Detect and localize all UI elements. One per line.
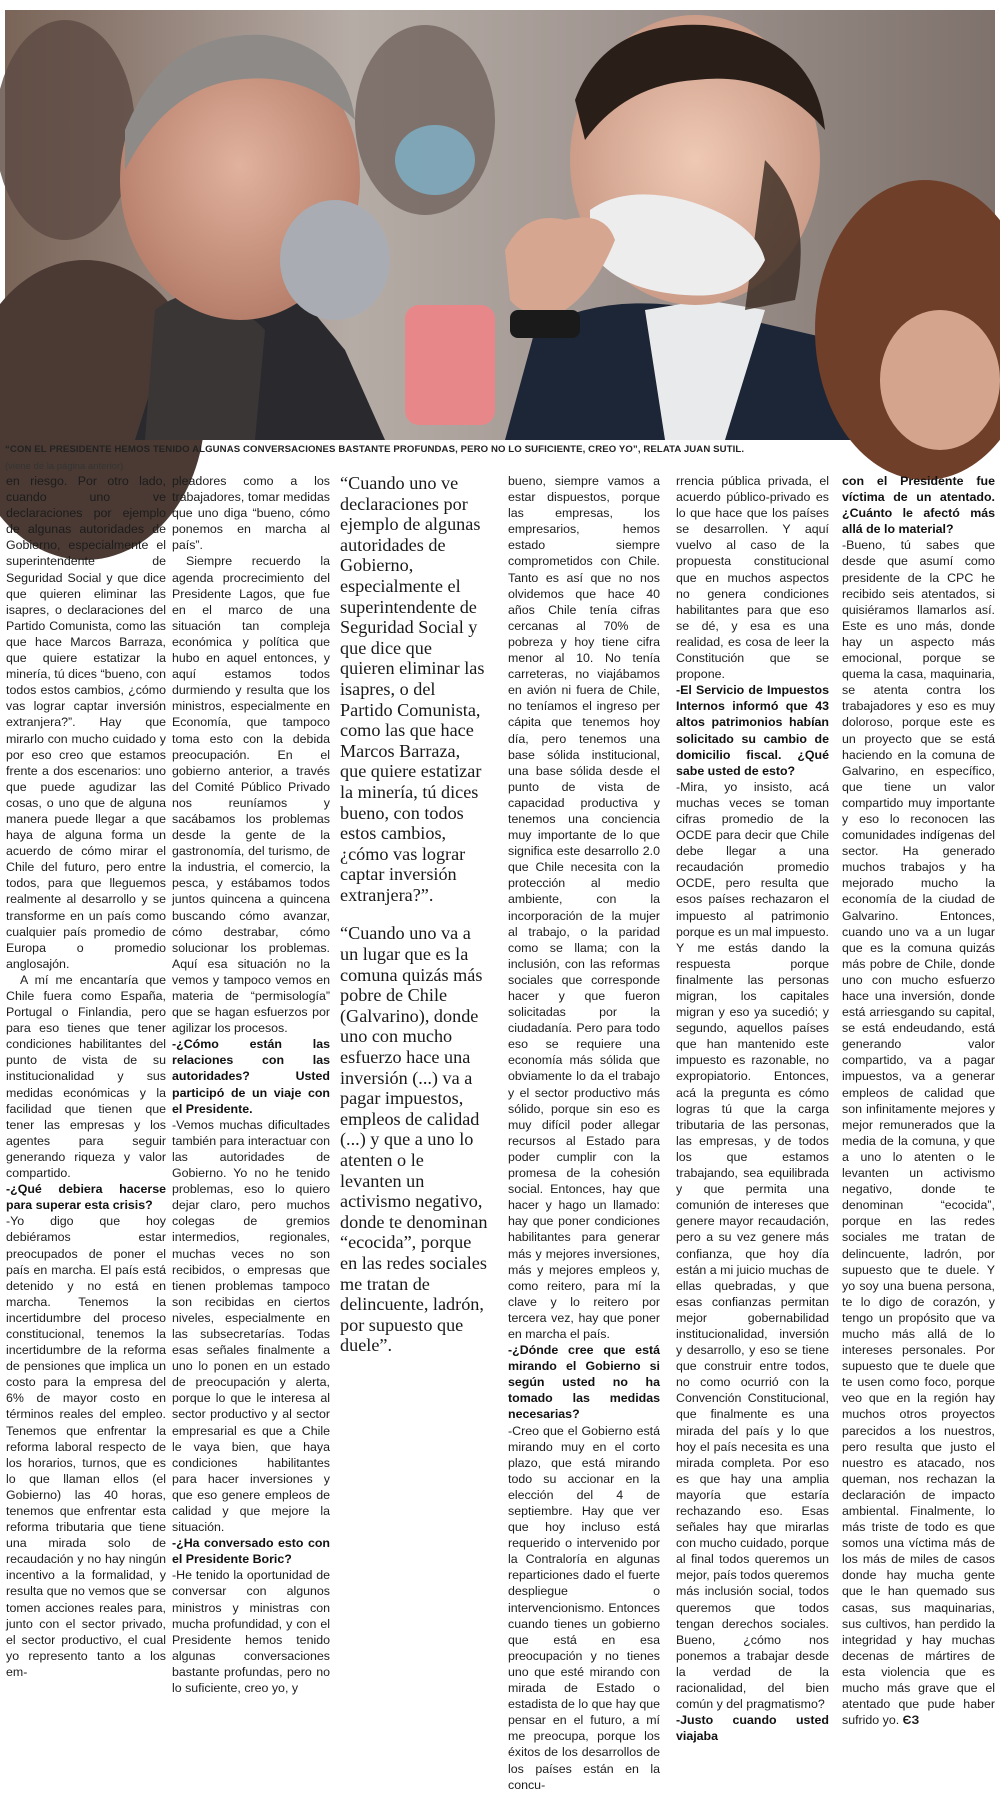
continued-from-previous-page: (viene de la página anterior) [5,461,124,472]
article-column-6 [842,473,995,1728]
article-column-5 [676,473,829,1744]
blurred-mask [395,125,475,195]
interview-question: -¿Ha conversado esto con el Presidente Boric? [172,1536,330,1567]
left-man-mask [280,200,390,320]
photo-caption: “CON EL PRESIDENTE HEMOS TENIDO ALGUNAS CONVERSACIONES BASTANTE PROFUNDAS, PERO NO LO SUFICIENTE, CREO YO”, RELATA JUAN SUTIL. [5,444,745,455]
interview-question: -El Servicio de Impuestos Internos informó que 43 altos patrimonios habían solicitado su cambio de domicilio fiscal. ¿Qué sabe usted de esto? [676,683,829,778]
article-column-1 [6,473,166,1679]
watch-shape [510,310,580,338]
paragraph: rrencia pública privada, el acuerdo público-privado es lo que hace que los países se desarrollen. Y aquí vuelvo al caso de la propuesta constitucional que en muchos aspectos no genera condiciones habilitantes para que eso se dé, y esa es una realidad, es cosa de leer la Constitución que se propone. [676,474,829,682]
paragraph: pleadores como a los trabajadores, tomar medidas que uno diga “bueno, cómo ponemos en marcha al país”. [172,474,330,553]
paragraph: Siempre recuerdo la agenda procrecimiento del Presidente Lagos, que fue en el marco de una situación tan compleja económica y política que hubo en aquel entonces, y aquí estamos todos durmiendo y resulta que los ministros, especialmente en Economía, que tampoco toma esto con la debida preocupación. En el gobierno anterior, a través del Comité Público Privado nos reuníamos y sacábamos los problemas desde la gente de la gastronomía, del turismo, de la industria, el comercio, la pesca, y estábamos todos juntos quincena a quincena buscando cómo avanzar, cómo destrabar, cómo solucionar los problemas. Aquí esa situación no la vemos y tampoco vemos en materia de “permisología” que se hagan esfuerzos por agilizar los procesos. [172,554,330,1036]
end-of-article-mark: ЄЗ [902,1713,920,1728]
paragraph: -Yo digo que hoy debiéramos estar preocupados de poner el país en marcha. El país está detenido y no está en marcha. Tenemos la incertidumbre del proceso constitucional, tenemos la incertidumbre de la reforma de pensiones que implica un costo para la empresa del 6% de mayor costo en términos reales del empleo. Tenemos que enfrentar la reforma laboral respecto de los horarios, turnos, que es lo que llaman ellos (el Gobierno) las 40 horas, tenemos que enfrentar esta reforma tributaria que tiene una mirada solo de recaudación y no hay ningún incentivo a la formalidad, y resulta que no vemos que se tomen acciones reales para, junto con el sector privado, el sector productivo, el cual yo represento tanto a los em- [6,1214,166,1679]
interview-question: -Justo cuando usted viajaba [676,1713,829,1744]
paragraph [842,537,995,1728]
paragraph: bueno, siempre vamos a estar dispuestos, porque las empresas, los empresarios, hemos estado siempre comprometidos con Chile. Tanto es así que no nos olvidemos que hace 40 años Chile tenía cifras cercanas al 70% de pobreza y hoy tiene cifra menor al 10. No tenía carreteras, no viajábamos en avión ni fuera de Chile, no teníamos el ingreso per cápita que tenemos hoy día, pero tenemos una base sólida institucional, una base sólida desde el punto de vista de capacidad productiva y tenemos una conciencia muy importante de lo que significa este desarrollo 2.0 que Chile necesita con la protección al medio ambiente, con la incorporación de la mujer al trabajo, o la paridad como se llama; con la inclusión, con las reformas sociales que corresponde hacer y que fueron solicitadas por la ciudadanía. Pero para todo eso se requiere una economía más sólida que obviamente lo da el trabajo y el sector productivo más sólido, porque sin eso es muy difícil poder allegar recursos al Estado para poder cumplir con la promesa de la cohesión social. Entonces, hay que hacer y hago un llamado: hay que poner condiciones habilitantes para generar más y mejores inversiones, más y mejores empleos y, como reitero, para mí la clave y lo reitero por tercera vez, hay que poner en marcha el país. [508,474,660,1341]
paragraph: A mí me encantaría que Chile fuera como España, Portugal o Finlandia, pero para eso tienes que tener condiciones habilitantes del punto de vista de su institucionalidad y sus medidas económicas y la facilidad que tienen que tener las empresas y los agentes para seguir generando riqueza y valor compartido. [6,972,166,1181]
interview-question: -¿Qué debiera hacerse para superar esta crisis? [6,1182,166,1213]
paragraph: -Vemos muchas dificultades también para interactuar con las autoridades de Gobierno. Yo no he tenido problemas, eso lo quiero dejar claro, pero muchos colegas de gremios intermedios, regionales, muchas veces no son recibidos, o empresas que tienen problemas tampoco son recibidas en ciertos niveles, especialmente en las subsecretarías. Todas esas señales finalmente a uno lo ponen en un estado de preocupación y alerta, porque lo que le interesa al sector productivo y al sector empresarial es que a Chile le vaya bien, que haya condiciones habilitantes para hacer inversiones y que eso genere empleos de calidad y que mejore la situación. [172,1117,330,1535]
pull-quote: “Cuando uno ve declaraciones por ejemplo de algunas autoridades de Gobierno, especialmente el superintendente de Seguridad Social y que dice que quieren eliminar las isapres, o del Partido Comunista, como las que hace Marcos Barraza, que quiere estatizar la minería, tú dices bueno, con todos estos cambios, ¿cómo vas lograr captar inversión extranjera?”. [340,473,485,905]
phone-shape [405,305,495,425]
paragraph: -Creo que el Gobierno está mirando muy en el corto plazo, que está mirando todo su accionar en la elección del 4 de septiembre. Hay que ver que hoy incluso está requerido o intervenido por la Contraloría en algunas reparticiones dado el fuerte despliegue o intervencionismo. Entonces cuando tienes un gobierno que está en esa preocupación y no tienes uno que esté mirando con mirada de Estado o estadista de lo que hay que pensar en el futuro, a mí me preocupa, porque los éxitos de los desarrollos de los países están en la concu- [508,1423,660,1792]
interview-question: con el Presidente fue víctima de un atentado. ¿Cuánto le afectó más allá de lo material? [842,474,995,537]
interview-question: -¿Cómo están las relaciones con las autoridades? Usted participó de un viaje con el Presidente. [172,1037,330,1116]
article-column-2 [172,473,330,1696]
article-column-4 [508,473,660,1792]
pull-quote: “Cuando uno va a un lugar que es la comuna quizás más pobre de Chile (Galvarino), donde uno con mucho esfuerzo hace una inversión (...) va a pagar impuestos, empleos de calidad (...) y que a uno lo atenten o le levanten un activismo negativo, donde te denominan “ecocida”, porque en las redes sociales me tratan de delincuente, ladrón, por supuesto que duele”. [340,923,488,1356]
interview-question: -¿Dónde cree que está mirando el Gobierno si según usted no ha tomado las medidas necesarias? [508,1343,660,1422]
paragraph: -He tenido la oportunidad de conversar con algunos ministros y ministras con mucha profundidad, y con el Presidente hemos tenido algunas conversaciones bastante profundas, pero no lo suficiente, creo yo, y [172,1568,330,1696]
paragraph-text: -Bueno, tú sabes que desde que asumí como presidente de la CPC he recibido seis atentados, si quisiéramos llamarlos así. Este es uno más, donde hay un aspecto más emocional, porque se quema la casa, maquinaria, se atenta contra los trabajadores y eso es muy doloroso, porque este es un proyecto que se está haciendo en la comuna de Galvarino, en específico, que tiene un valor compartido muy importante y eso lo reconocen las comunidades indígenas del sector. Ha generado muchos trabajos y ha mejorado mucho la economía de la ciudad de Galvarino. Entonces, cuando uno va a un lugar que es la comuna quizás más pobre de Chile, donde uno con mucho esfuerzo hace una inversión, donde está arriesgando su capital, se está endeudando, está generando valor compartido, va a pagar impuestos, va a generar empleos de calidad que son infinitamente mejores y mejor remunerados que la media de la comuna, y que a uno lo atenten o le levanten un activismo negativo, donde te denominan “ecocida”, porque en las redes sociales me tratan de delincuente, ladrón, por supuesto que te duele. Y yo soy una buena persona, te lo digo de corazón, y tengo un propósito que va mucho más allá de lo intereses personales. Por supuesto que te duele que te usen como foco, porque veo que en la región hay muchos otros proyectos parecidos a los nuestros, pero resulta que justo el nuestro es atacado, nos queman, nos rechazan la declaración de impacto ambiental. Finalmente, lo más triste de todo es que somos una víctima más de los más de miles de casos donde hay mucha gente que le han quemado sus casas, sus maquinarias, sus cultivos, han perdido la integridad y hay muchas decenas de mártires de esta violencia que es mucho más grave que el atentado que pude haber sufrido yo. [842,538,995,1728]
article-photo [5,10,995,440]
paragraph: -Mira, yo insisto, acá muchas veces se toman cifras promedio de la OCDE para decir que Chile debe llegar a una recaudación promedio OCDE, pero resulta que esos países rechazaron el impuesto al patrimonio porque es un mal impuesto. Y me estás dando la respuesta porque finalmente las personas migran, los capitales migran y eso ya sucedió; y segundo, aquellos países que han mantenido este impuesto es razonable, no expropiatorio. Entonces, acá la pregunta es cómo logras tú que la carga tributaria de las personas, las empresas, y de todos los que estamos trabajando, sea equilibrada y que permita una comunión de intereses que genere mayor recaudación, pero a su vez genere más confianza, que hoy día están a mi juicio muchas de ellas quebradas, y que esas confianzas permitan mejor gobernabilidad institucionalidad, inversión y desarrollo, y eso se tiene que construir entre todos, no como ocurrió con la Convención Constitucional, que finalmente es una mirada del país y lo que hoy el país necesita es una mirada completa. Por eso es que hay una amplia mayoría que estaría rechazando eso. Esas señales hay que mirarlas con mucho cuidado, porque al final todos queremos un mejor, país todos queremos más inclusión social, todos queremos que todos tengan derechos sociales. Bueno, ¿cómo nos ponemos a trabajar desde la verdad de la racionalidad, del bien común y del pragmatismo? [676,779,829,1712]
paragraph: en riesgo. Por otro lado, cuando uno ve declaraciones por ejemplo de algunas autoridades de Gobierno, especialmente el superintendente de Seguridad Social y que dice que quieren eliminar las isapres, o declaraciones del Partido Comunista, como las que hace Marcos Barraza, que quiere estatizar la minería, tú dices “bueno, con todos estos cambios, ¿cómo vas lograr captar inversión extranjera?”. Hay que mirarlo con mucho cuidado y por eso creo que estamos frente a dos escenarios: uno que puede agudizar las cosas, o uno que de alguna manera puede llegar a que haya de alguna forma un acuerdo de cómo mirar el Chile del futuro, pero entre todos, para que lleguemos realmente al desarrollo y se transforme en un país como cualquier país promedio de Europa o promedio anglosajón. [6,474,166,971]
photo-illustration [5,10,995,440]
pull-quotes-column [340,473,488,1463]
